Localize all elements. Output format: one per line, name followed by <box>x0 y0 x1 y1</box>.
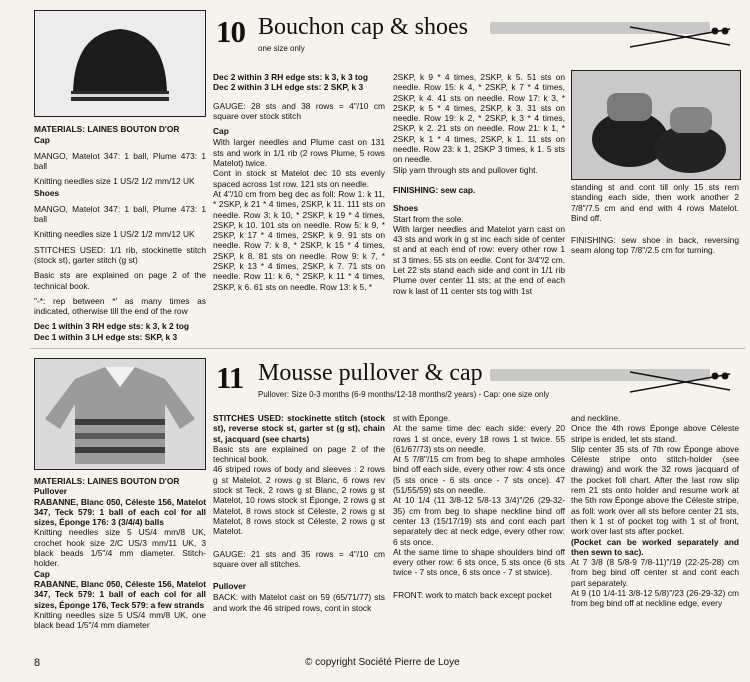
section2-column-4: and neckline. Once the 4th rows Éponge above Céleste stripe is ended, let sts stand. Slip center 35 sts of 7th row Éponge above Céleste stripe onto stitch-holder (see drawing) and work the 32 rows jacquard of the pocket foll chart. After the last row slip rem 21 sts onto holder and resume work at the 5th row Éponge above the Céleste stripe, as foll: work over all sts before center 21 sts, then k 1 st of pocket tog with 1 st of front, work over last sts after pocket. (Pocket can be worked separately and then sewn to sac). At 7 3/8 (8 5/8-9 7/8-11)"/19 (22-25-28) cm from beg bind off center st and cont each part separately. At 9 (10 1/4-11 3/8-12 5/8)"/23 (26-29-32) cm from beg bind off at neckline edge, every <box>571 413 739 609</box>
section1-column-4: standing st and cont till only 15 sts rem standing each side, then work another 2 7/8"/7.5 cm and end with 4 rows Matelot. Bind off. FINISHING: sew shoe in back, reversing seam along top 7/8"/2.5 cm for turning. <box>571 182 739 256</box>
section1-column-3: 2SKP, k 9 * 4 times, 2SKP, k 5. 51 sts on needle. Row 15: k 4, * 2SKP, k 7 * 4 times, 2SKP, k 4. 41 sts on needle. Row 17: k 3, * 2SKP, k 5 * 4 times, 2SKP, k 3. 31 sts on needle. Row 19: k 2, * 2SKP, k 3 * 4 times, 2SKP, k 2. 21 sts on needle. Row 21: k 1, * 2SKP, k 1 * 4 times, 2SKP, k 1. 11 sts on needle. Row 23: k 1, 2SKP 3 times, k 1. 5 sts on needle. Slip yarn through sts and pullover tight. FINISHING: sew cap. Shoes Start from the sole. With larger needles and Matelot yarn cast on 43 sts and work in g st inc each side of center st and at each end of row: every other row 1 st 3 times. 55 sts on eedle. Cont for 3/4"/2 cm. Let 22 sts stand each side and cont in 1/1 rib Plume over center 11 sts; at the end of each row k last of 11 center sts tog with 1st <box>393 72 565 296</box>
section-number: 11 <box>216 360 244 395</box>
section2-column-1: MATERIALS: LAINES BOUTON D'OR Pullover RABANNE, Blanc 050, Céleste 156, Matelot 347, Teck 579: 1 ball of each col for all sizes, Éponge 176: 3 (3/4/4) balls Knitting needles size 5 US/4 mm/8 UK, crochet hook size 2/C US/3 mm/11 UK, 3 black beads 1/5"/4 mm diameter. Stitch-holder. Cap RABANNE, Blanc 050, Céleste 156, Matelot 347, Teck 579: 1 ball of each col for all sizes, Éponge 176, Teck 579: a few strands Knitting needles size 5 US/4 mm/8 UK, one black bead 1/5"/4 mm diameter <box>34 476 206 631</box>
section-title: Mousse pullover & cap <box>258 360 483 386</box>
section-divider <box>30 348 745 349</box>
knitting-needles-icon <box>625 362 735 402</box>
shoes-photo <box>571 70 741 180</box>
section2-column-3: st with Éponge. At the same time dec each side: every 20 rows 1 st once, every 18 rows 1 st twice. 55 (61/67/73) sts on needle. At 5 7/8"/15 cm from beg to shape armholes bind off each side, every other row: 4 sts once (5 sts once - 6 sts once - 7 sts once). 47 (51/55/59) sts on needle. At 10 1/4 (11 3/8-12 5/8-13 3/4)"/26 (29-32-35) cm from beg to shape neckline bind off center 13 (15/17/19) sts and cont each part separately dec at neck edge, every other row: 6 sts once. At the same time to shape shoulders bind off every other row: 6 sts once, 5 sts once (6 sts twice - 7 sts once, 6 sts once - 7 st stwice). FRONT: work to match back except pocket <box>393 413 565 600</box>
section-subtitle: one size only <box>258 44 305 53</box>
knitting-needles-icon <box>625 17 735 57</box>
section-subtitle: Pullover: Size 0-3 months (6-9 months/12-18 months/2 years) - Cap: one size only <box>258 390 550 399</box>
copyright-notice: © copyright Société Pierre de Loye <box>305 657 460 668</box>
section2-column-2: STITCHES USED: stockinette stitch (stock st), reverse stock st, garter st (g st), chain st, jacquard (see charts) Basic sts are explained on page 2 of the technical book. 46 striped rows of body and sleeves : 2 rows g st Matelot, 2 rows g st Blanc, 6 rows rev stock st Teck, 2 rows g st Blanc, 2 rows g st Matelot, 10 rows stock st Éponge, 2 rows g st Matelot, 8 rows stock st Céleste, 2 rows g st Matelot, 8 rows stock st Céleste, 2 rows g st Matelot. GAUGE: 21 sts and 35 rows = 4"/10 cm square over all stitches. Pullover BACK: with Matelot cast on 59 (65/71/77) sts and work the 46 striped rows, cont in stock <box>213 413 385 613</box>
knitted-shoes-image <box>572 71 740 179</box>
knitted-cap-image <box>35 11 205 116</box>
section1-column-2: Dec 2 within 3 RH edge sts: k 3, k 3 tog Dec 2 within 3 LH edge sts: 2 SKP, k 3 GAUGE: 28 sts and 38 rows = 4"/10 cm square over stock stitch Cap With larger needles and Plume cast on 131 sts and work in 1/1 rib (2 rows Plume, 5 rows Matelot) twice. Cont in stock st Matelot dec 10 sts evenly spaced across 1st row. 121 sts on needle. At 4"/10 cm from beg dec as foll: Row 1: k 11, * 2SKP, k 21 * 4 times, 2SKP, k 11. 111 sts on needle. Row 3: k 10, * 2SKP, k 19 * 4 times, 2SKP, k 10. 101 sts on needle. Row 5: k 9, * 2SKP, k 17 * 4 times, 2SKP, k 9. 91 sts on needle. Row 7: k 8, * 2SKP, k 15 * 4 times, 2SKP, k 8. 81 sts on needle. Row 9: k 7, * 2SKP, k 13 * 4 times, 2SKP, k 7. 71 sts on needle. Row 11: k 6, * 2SKP, k 11 * 4 times, 2SKP, k 6. 61 sts on needle. Row 13: k 5, * <box>213 72 385 292</box>
cap-photo <box>34 10 206 117</box>
section-title: Bouchon cap & shoes <box>258 14 468 40</box>
page-number: 8 <box>34 657 41 669</box>
striped-pullover-image <box>35 359 205 469</box>
section1-column-1: MATERIALS: LAINES BOUTON D'OR Cap MANGO, Matelot 347: 1 ball, Plume 473: 1 ball Knitting needles size 1 US/2 1/2 mm/12 UK Shoes MANGO, Matelot 347: 1 ball, Plume 473: 1 ball Knitting needles size 1 US/2 1/2 mm/12 UK STITCHES USED: 1/1 rib, stockinette stitch (stock st), garter stitch (g st) Basic sts are explained on page 2 of the technical book. "-*: rep between *' as many times as indicated, otherwise till the end of the row Dec 1 within 3 RH edge sts: k 3, k 2 tog Dec 1 within 3 LH edge sts: SKP, k 3 <box>34 124 206 342</box>
pullover-photo <box>34 358 206 470</box>
section-number: 10 <box>216 14 245 49</box>
